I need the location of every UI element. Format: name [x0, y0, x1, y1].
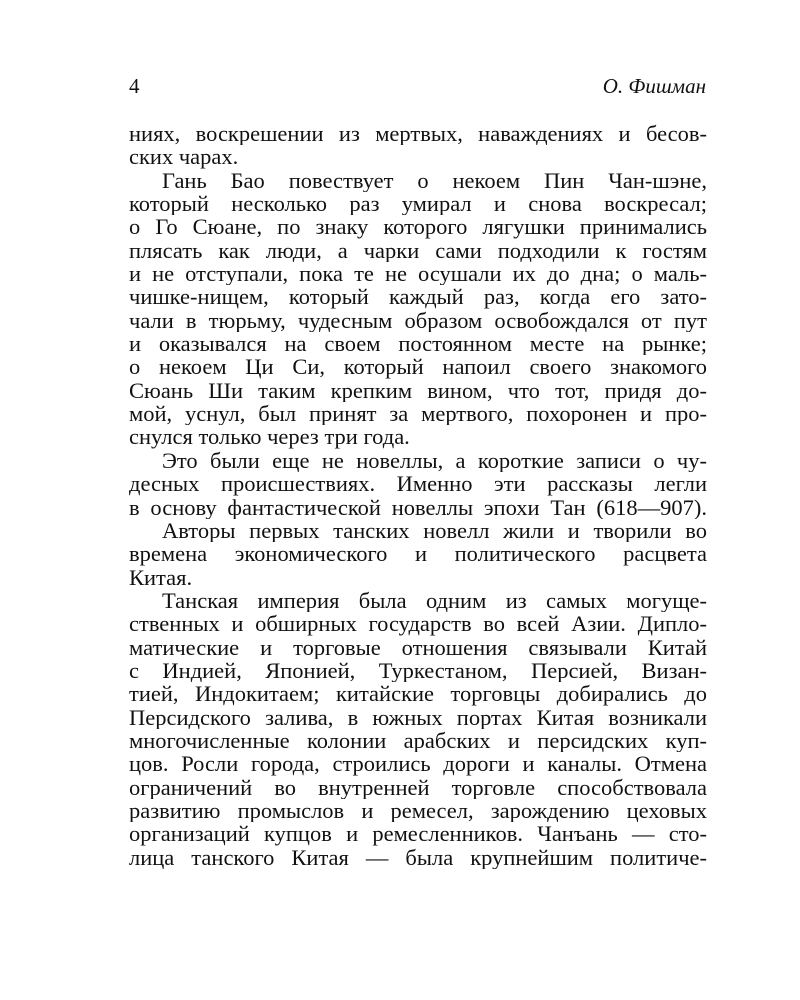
text-line: организаций купцов и ремесленников. Чанъань — сто-	[129, 822, 707, 846]
text-line: снулся только через три года.	[129, 425, 410, 449]
text-line: ских чарах.	[129, 145, 239, 169]
text-line: Китая.	[129, 565, 193, 589]
text-line: Авторы первых танских новелл жили и творили во	[162, 518, 707, 543]
text-line: лица танского Китая — была крупнейшим политиче-	[129, 845, 707, 869]
text-line: десных происшествиях. Именно эти рассказы легли	[129, 472, 707, 496]
text-line: чишке-нищем, который каждый раз, когда его зато-	[129, 285, 707, 309]
text-line: в основу фантастической новеллы эпохи Тан (618—907).	[129, 495, 707, 519]
text-line: ственных и обширных государств во всей Азии. Дипло-	[129, 612, 707, 636]
page-number: 4	[129, 74, 140, 98]
text-line: ограничений во внутренней торговле способствовала	[129, 775, 707, 799]
running-header	[129, 72, 706, 100]
text-line: плясать как люди, а чарки сами подходили к гостям	[129, 238, 707, 263]
text-line: и оказывался на своем постоянном месте на рынке;	[129, 332, 707, 356]
text-line: Гань Бао повествует о некоем Пин Чан-шэне,	[162, 168, 707, 193]
running-head-author: О. Фишман	[602, 74, 706, 98]
text-line: Персидского залива, в южных портах Китая возникали	[129, 705, 707, 729]
text-line: многочисленные колонии арабских и персидских куп-	[129, 728, 707, 753]
text-line: который несколько раз умирал и снова воскресал;	[129, 192, 707, 216]
text-line: развитию промыслов и ремесел, зарождению цеховых	[129, 798, 707, 823]
text-line: Танская империя была одним из самых могуще-	[162, 588, 707, 613]
text-line: чали в тюрьму, чудесным образом освобождался от пут	[129, 308, 707, 333]
text-line: времена экономического и политического расцвета	[129, 542, 707, 566]
text-line: ниях, воскрешении из мертвых, наваждениях и бесов-	[129, 122, 707, 146]
body-text	[129, 122, 707, 869]
text-line: тией, Индокитаем; китайские торговцы добирались до	[129, 682, 707, 706]
text-line: о некоем Ци Си, который напоил своего знакомого	[129, 355, 707, 379]
text-line: с Индией, Японией, Туркестаном, Персией, Визан-	[129, 658, 707, 683]
text-line: о Го Сюане, по знаку которого лягушки принимались	[129, 215, 707, 239]
text-line: матические и торговые отношения связывали Китай	[129, 635, 707, 659]
text-line: цов. Росли города, строились дороги и каналы. Отмена	[129, 752, 707, 776]
text-line: Это были еще не новеллы, а короткие записи о чу-	[162, 448, 707, 473]
text-line: Сюань Ши таким крепким вином, что тот, придя до-	[129, 378, 707, 403]
text-line: и не отступали, пока те не осушали их до дна; о маль-	[129, 262, 707, 286]
text-line: мой, уснул, был принят за мертвого, похоронен и про-	[129, 402, 707, 426]
